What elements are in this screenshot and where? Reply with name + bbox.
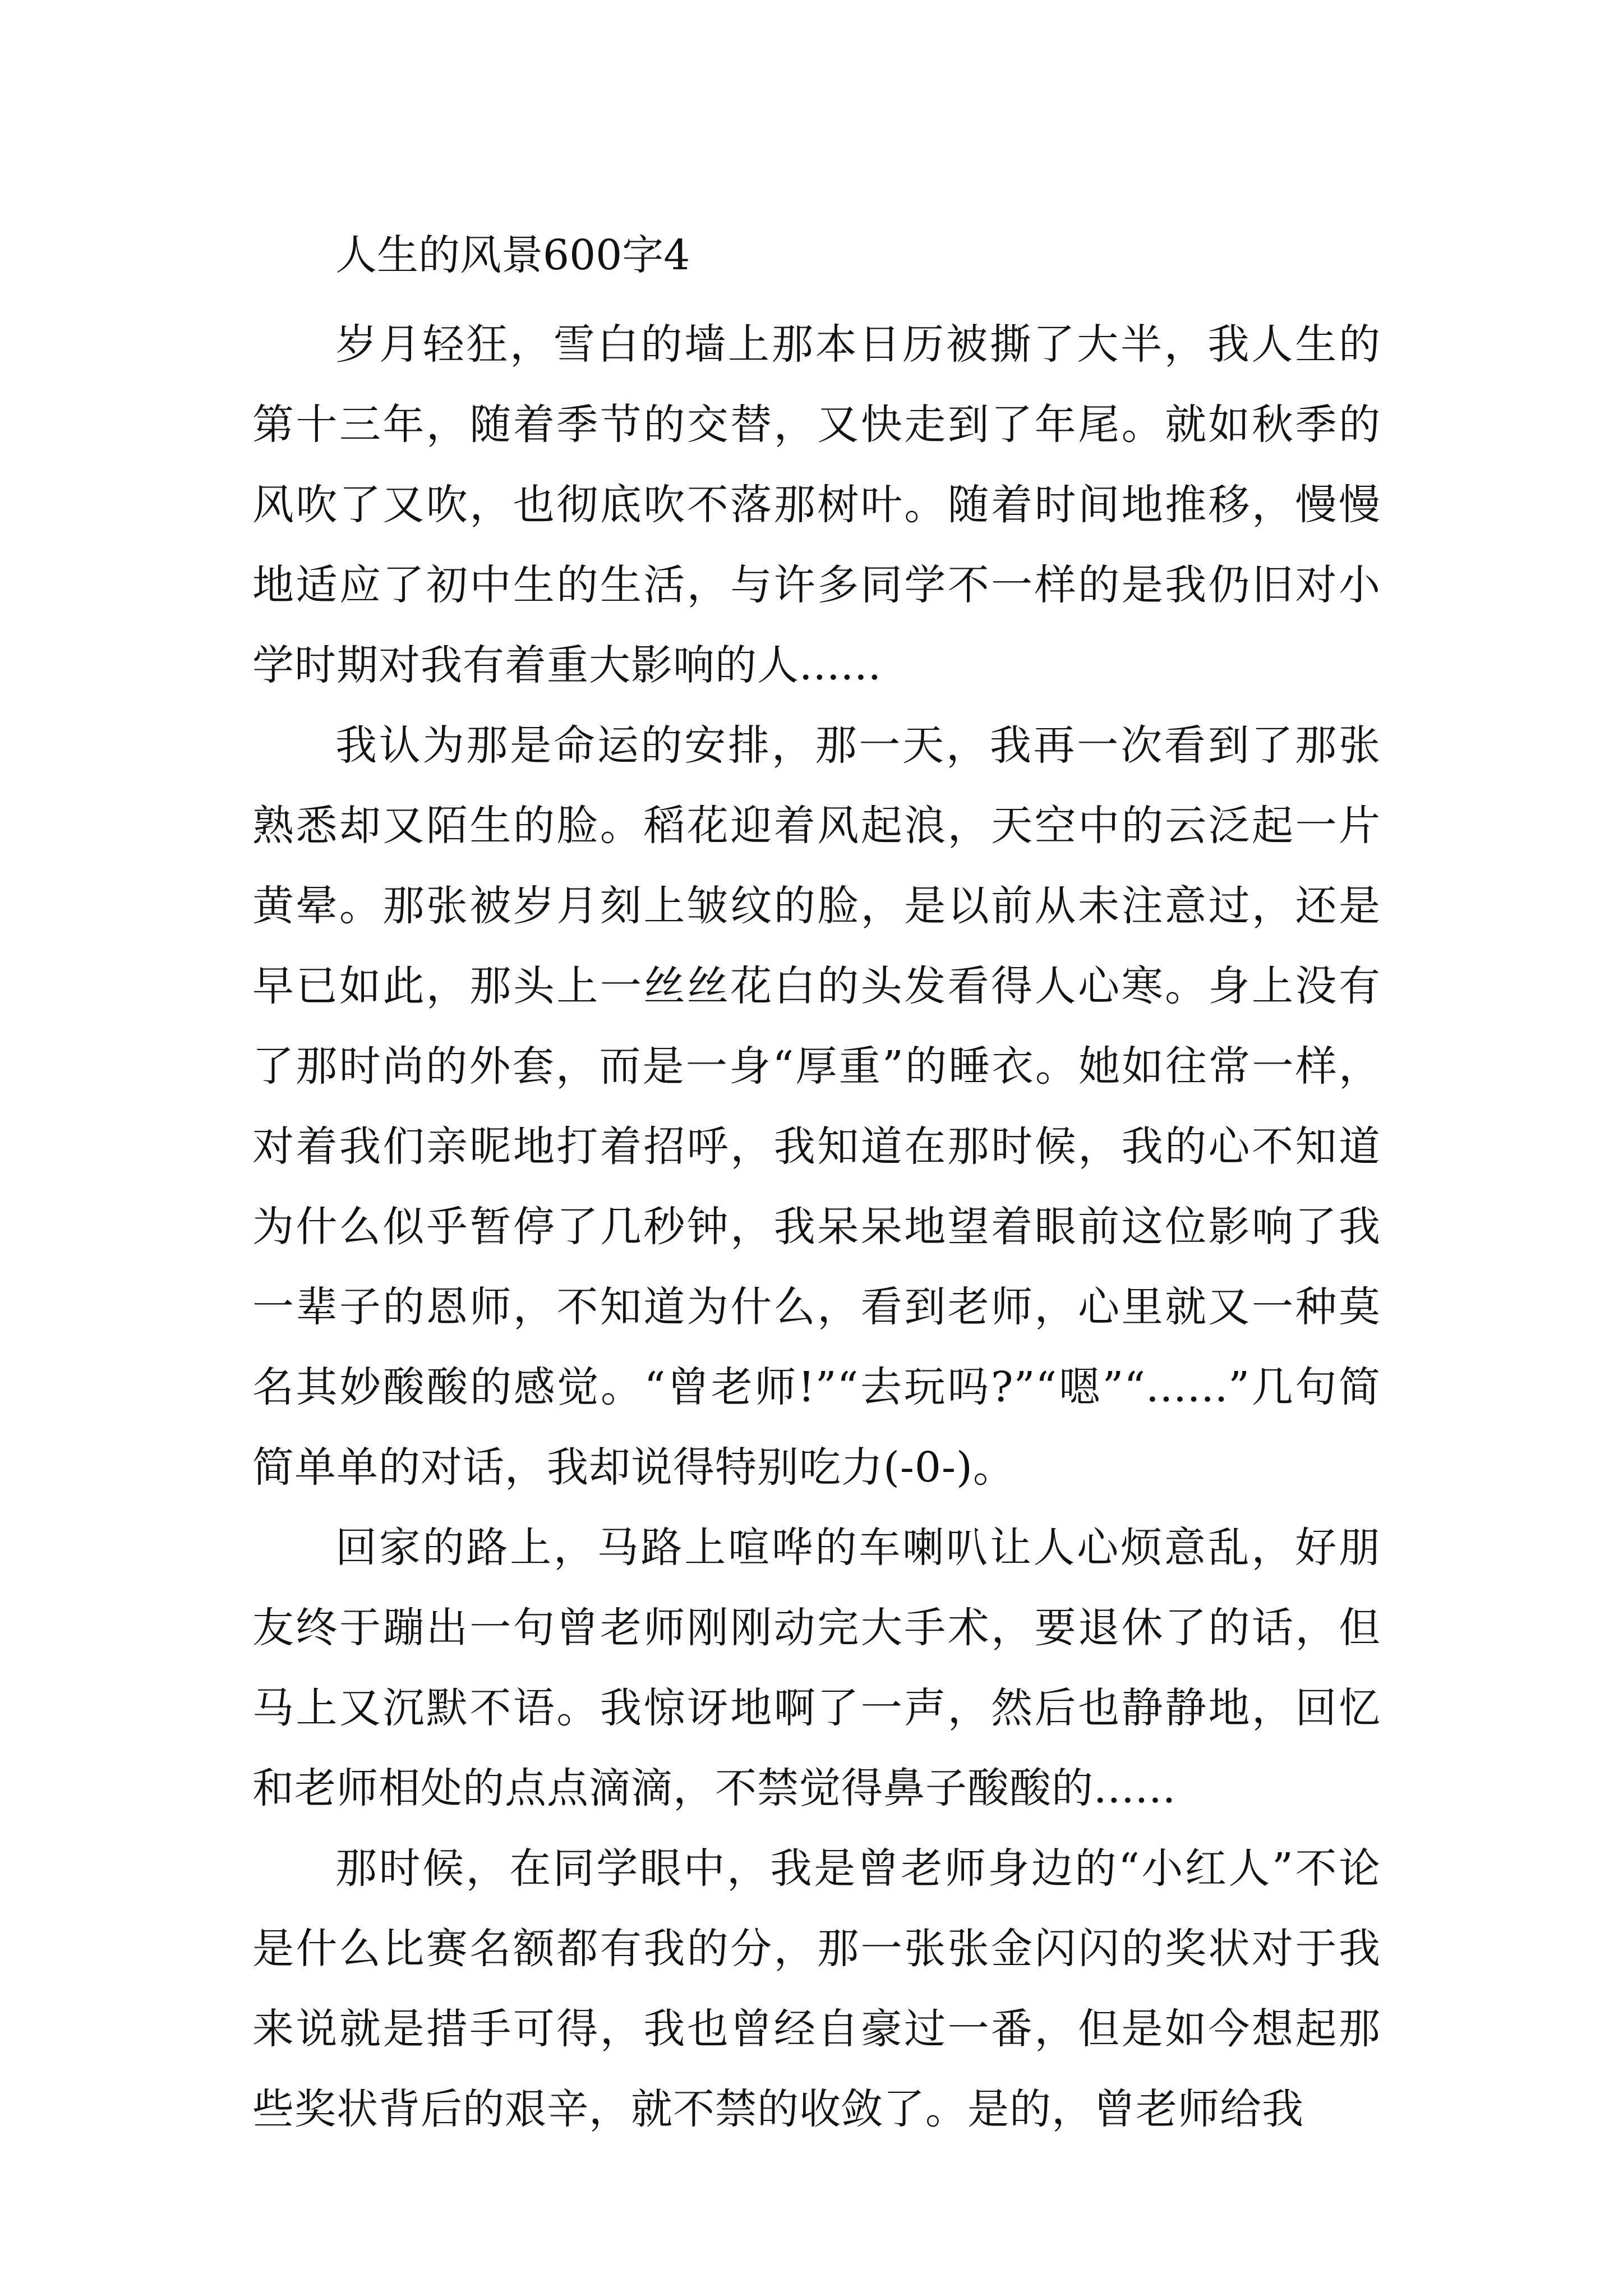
paragraph-2: 我认为那是命运的安排，那一天，我再一次看到了那张熟悉却又陌生的脸。稻花迎着风起浪，天空中的云泛起一片黄晕。那张被岁月刻上皱纹的脸，是以前从未注意过，还是早已如此，那头上一丝丝花白的头发看得人心寒。身上没有了那时尚的外套，而是一身“厚重”的睡衣。她如往常一样，对着我们亲昵地打着招呼，我知道在那时候，我的心不知道为什么似乎暂停了几秒钟，我呆呆地望着眼前这位影响了我一辈子的恩师，不知道为什么，看到老师，心里就又一种莫名其妙酸酸的感觉。“曾老师!”“去玩吗?”“嗯”“......”几句简简单单的对话，我却说得特别吃力(-0-)。: [252, 721, 1381, 1492]
paragraph-1: 岁月轻狂，雪白的墙上那本日历被撕了大半，我人生的第十三年，随着季节的交替，又快走到了年尾。就如秋季的风吹了又吹，也彻底吹不落那树叶。随着时间地推移，慢慢地适应了初中生的生活，与许多同学不一样的是我仍旧对小学时期对我有着重大影响的人......: [252, 320, 1381, 689]
paragraph-3: 回家的路上，马路上喧哗的车喇叭让人心烦意乱，好朋友终于蹦出一句曾老师刚刚动完大手术，要退休了的话，但马上又沉默不语。我惊讶地啊了一声，然后也静静地，回忆和老师相处的点点滴滴，不禁觉得鼻子酸酸的......: [252, 1524, 1381, 1812]
document-title: 人生的风景600字4: [335, 231, 690, 279]
paragraph-4: 那时候，在同学眼中，我是曾老师身边的“小红人”不论是什么比赛名额都有我的分，那一张张金闪闪的奖状对于我来说就是措手可得，我也曾经自豪过一番，但是如今想起那些奖状背后的艰辛，就不禁的收敛了。是的，曾老师给我: [252, 1844, 1381, 2133]
document-body: [252, 216, 1381, 2150]
